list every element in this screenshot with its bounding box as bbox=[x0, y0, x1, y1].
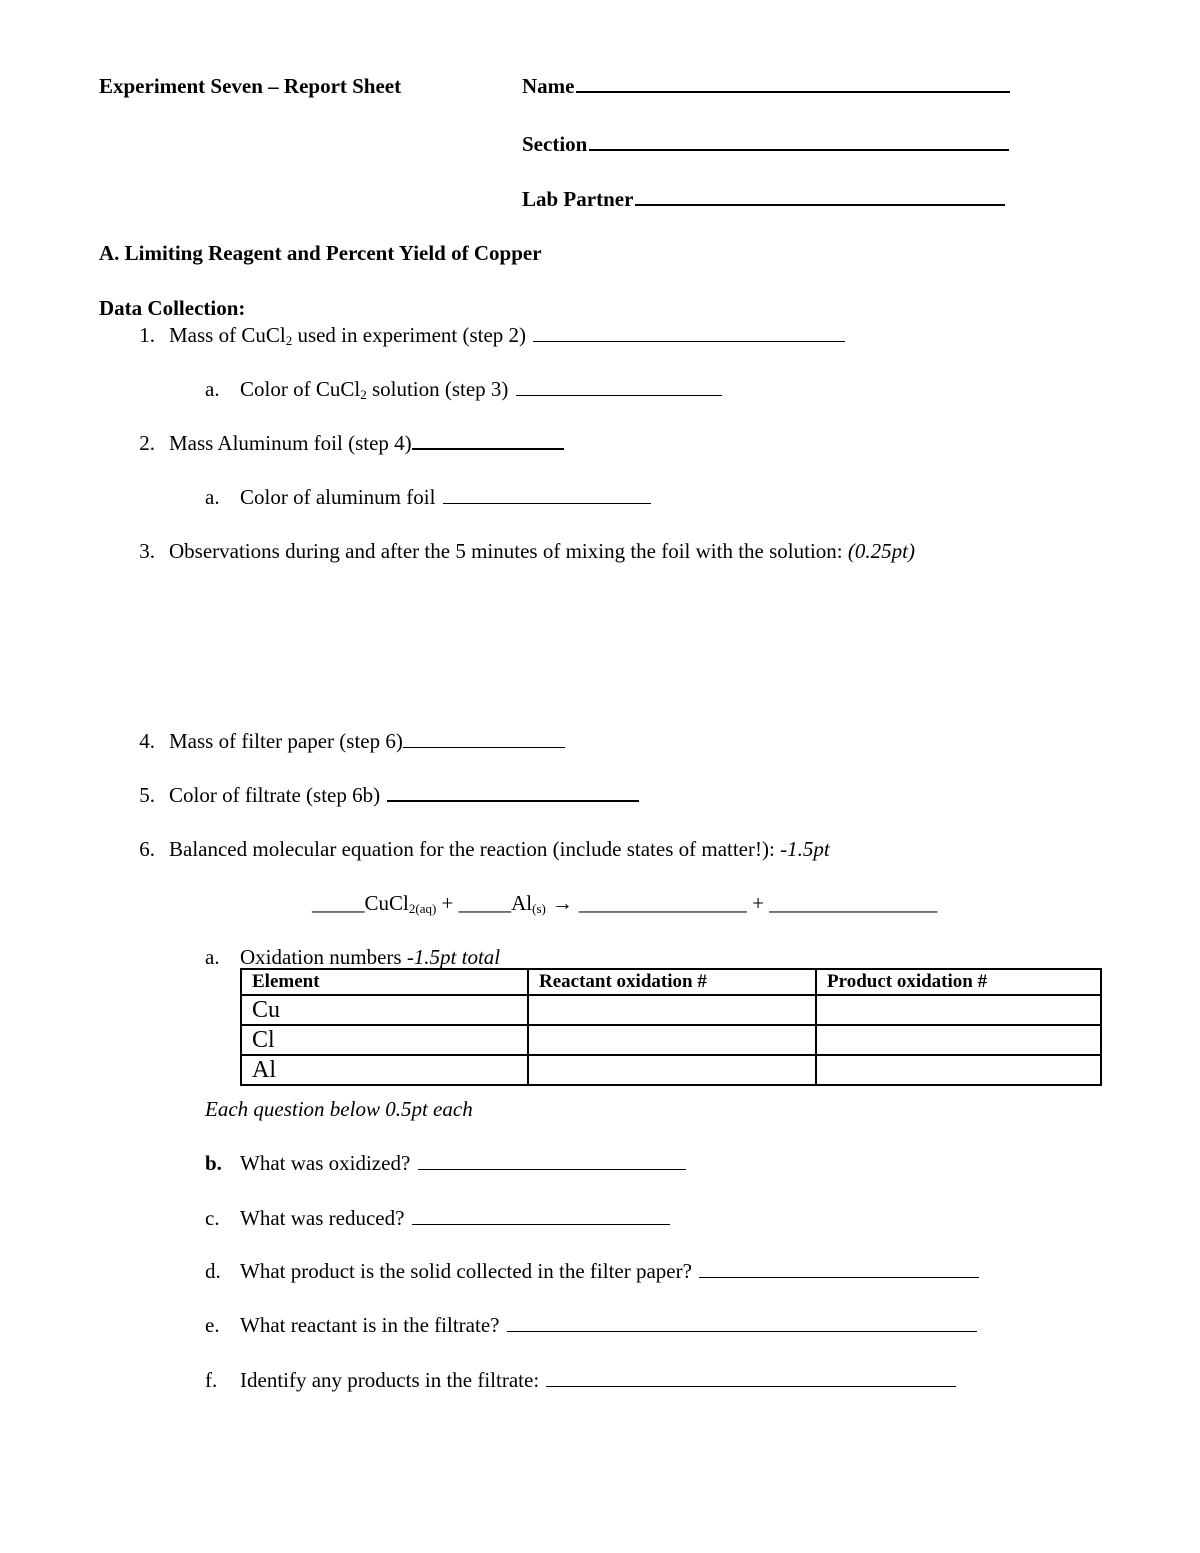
q2a-text: Color of aluminum foil bbox=[240, 485, 441, 509]
q4-answer-field[interactable] bbox=[403, 746, 565, 748]
report-title: Experiment Seven – Report Sheet bbox=[99, 74, 402, 98]
section-label: Section bbox=[522, 132, 588, 156]
reactant-1-state: 2(aq) bbox=[408, 901, 437, 916]
coefficient-blank-2[interactable]: _____ bbox=[458, 891, 512, 915]
question-2 bbox=[121, 431, 564, 456]
sub-question-letter: c. bbox=[205, 1206, 220, 1230]
question-b-answer-field[interactable] bbox=[418, 1168, 686, 1170]
question-d bbox=[205, 1259, 979, 1284]
q3-points: (0.25pt) bbox=[847, 539, 915, 563]
question-e-answer-field[interactable] bbox=[507, 1330, 977, 1332]
sub-question-letter: a. bbox=[205, 377, 220, 401]
question-c-text: What was reduced? bbox=[240, 1206, 410, 1230]
element-cell: Al bbox=[241, 1055, 528, 1085]
q1a-text-post: solution (step 3) bbox=[366, 377, 514, 401]
q6-text: Balanced molecular equation for the reaction (include states of matter!): bbox=[169, 837, 781, 861]
q1a-answer-field[interactable] bbox=[516, 394, 722, 396]
plus-sign: + bbox=[746, 891, 770, 915]
section-field[interactable] bbox=[589, 148, 1009, 151]
table-row bbox=[241, 1025, 1101, 1055]
question-2a bbox=[205, 485, 651, 510]
column-header: Reactant oxidation # bbox=[528, 969, 816, 995]
partner-label: Lab Partner bbox=[522, 187, 634, 211]
oxidation-points: -1.5pt total bbox=[406, 945, 501, 969]
product-oxidation-cell[interactable] bbox=[816, 995, 1101, 1025]
q1a-subscript: 2 bbox=[360, 387, 367, 402]
sub-question-letter: a. bbox=[205, 485, 220, 509]
oxidation-table bbox=[240, 968, 1102, 1086]
column-header: Product oxidation # bbox=[816, 969, 1101, 995]
q2-answer-field[interactable] bbox=[412, 447, 564, 450]
reactant-1: CuCl bbox=[364, 891, 409, 915]
q3-text: Observations during and after the 5 minutes of mixing the foil with the solution: bbox=[169, 539, 848, 563]
product-2-blank[interactable]: ________________ bbox=[769, 891, 938, 915]
name-field[interactable] bbox=[576, 90, 1010, 93]
partner-row bbox=[522, 187, 1005, 212]
q1-answer-field[interactable] bbox=[533, 340, 845, 342]
q3-answer-area[interactable] bbox=[169, 575, 1069, 715]
q2a-answer-field[interactable] bbox=[443, 502, 651, 504]
sub-question-letter: d. bbox=[205, 1259, 221, 1283]
q1a-text: Color of CuCl bbox=[240, 377, 361, 401]
name-label: Name bbox=[522, 74, 575, 98]
reaction-arrow-icon: → bbox=[551, 891, 573, 915]
section-row bbox=[522, 132, 1009, 157]
product-1-blank[interactable]: ________________ bbox=[578, 891, 747, 915]
q1-text-post: used in experiment (step 2) bbox=[292, 323, 532, 347]
question-1a bbox=[205, 377, 722, 402]
q6-points: -1.5pt bbox=[780, 837, 830, 861]
question-c bbox=[205, 1206, 670, 1231]
question-number: 5. bbox=[139, 783, 155, 807]
question-3 bbox=[121, 539, 915, 564]
question-d-text: What product is the solid collected in the filter paper? bbox=[240, 1259, 698, 1283]
oxidation-label-row bbox=[205, 945, 500, 970]
reactant-oxidation-cell[interactable] bbox=[528, 1055, 816, 1085]
q5-answer-field[interactable] bbox=[387, 799, 639, 802]
points-note: Each question below 0.5pt each bbox=[205, 1097, 473, 1121]
question-f-text: Identify any products in the filtrate: bbox=[240, 1368, 545, 1392]
question-number: 1. bbox=[139, 323, 155, 347]
section-a-heading: A. Limiting Reagent and Percent Yield of Copper bbox=[99, 241, 542, 265]
q4-text: Mass of filter paper (step 6) bbox=[169, 729, 403, 753]
question-5 bbox=[121, 783, 639, 808]
oxidation-label: Oxidation numbers bbox=[240, 945, 407, 969]
product-oxidation-cell[interactable] bbox=[816, 1025, 1101, 1055]
name-row bbox=[522, 74, 1010, 99]
table-header-row bbox=[241, 969, 1101, 995]
question-f bbox=[205, 1368, 956, 1393]
question-b bbox=[205, 1151, 686, 1176]
table-row bbox=[241, 1055, 1101, 1085]
sub-question-letter: b. bbox=[205, 1151, 222, 1175]
q1-subscript: 2 bbox=[285, 333, 293, 348]
element-cell: Cu bbox=[241, 995, 528, 1025]
q2-text: Mass Aluminum foil (step 4) bbox=[169, 431, 412, 455]
question-d-answer-field[interactable] bbox=[699, 1276, 979, 1278]
data-collection-heading: Data Collection: bbox=[99, 296, 246, 320]
question-1 bbox=[121, 323, 845, 348]
q1-text: Mass of CuCl bbox=[169, 323, 286, 347]
partner-field[interactable] bbox=[635, 203, 1005, 206]
question-number: 2. bbox=[139, 431, 155, 455]
question-e-text: What reactant is in the filtrate? bbox=[240, 1313, 505, 1337]
reactant-oxidation-cell[interactable] bbox=[528, 995, 816, 1025]
sub-question-letter: f. bbox=[205, 1368, 218, 1392]
question-4 bbox=[121, 729, 565, 754]
plus-sign: + bbox=[436, 891, 459, 915]
question-number: 3. bbox=[139, 539, 155, 563]
reactant-2: Al bbox=[511, 891, 533, 915]
coefficient-blank-1[interactable]: _____ bbox=[312, 891, 365, 915]
reactant-2-state: (s) bbox=[532, 901, 546, 916]
sub-question-letter: a. bbox=[205, 945, 220, 969]
question-c-answer-field[interactable] bbox=[412, 1223, 670, 1225]
column-header: Element bbox=[241, 969, 528, 995]
q5-text: Color of filtrate (step 6b) bbox=[169, 783, 386, 807]
question-f-answer-field[interactable] bbox=[546, 1385, 956, 1387]
table-row bbox=[241, 995, 1101, 1025]
question-number: 4. bbox=[139, 729, 155, 753]
reaction-equation bbox=[312, 891, 937, 916]
question-b-text: What was oxidized? bbox=[240, 1151, 416, 1175]
element-cell: Cl bbox=[241, 1025, 528, 1055]
product-oxidation-cell[interactable] bbox=[816, 1055, 1101, 1085]
question-6 bbox=[121, 837, 830, 862]
reactant-oxidation-cell[interactable] bbox=[528, 1025, 816, 1055]
sub-question-letter: e. bbox=[205, 1313, 220, 1337]
question-number: 6. bbox=[139, 837, 155, 861]
question-e bbox=[205, 1313, 977, 1338]
